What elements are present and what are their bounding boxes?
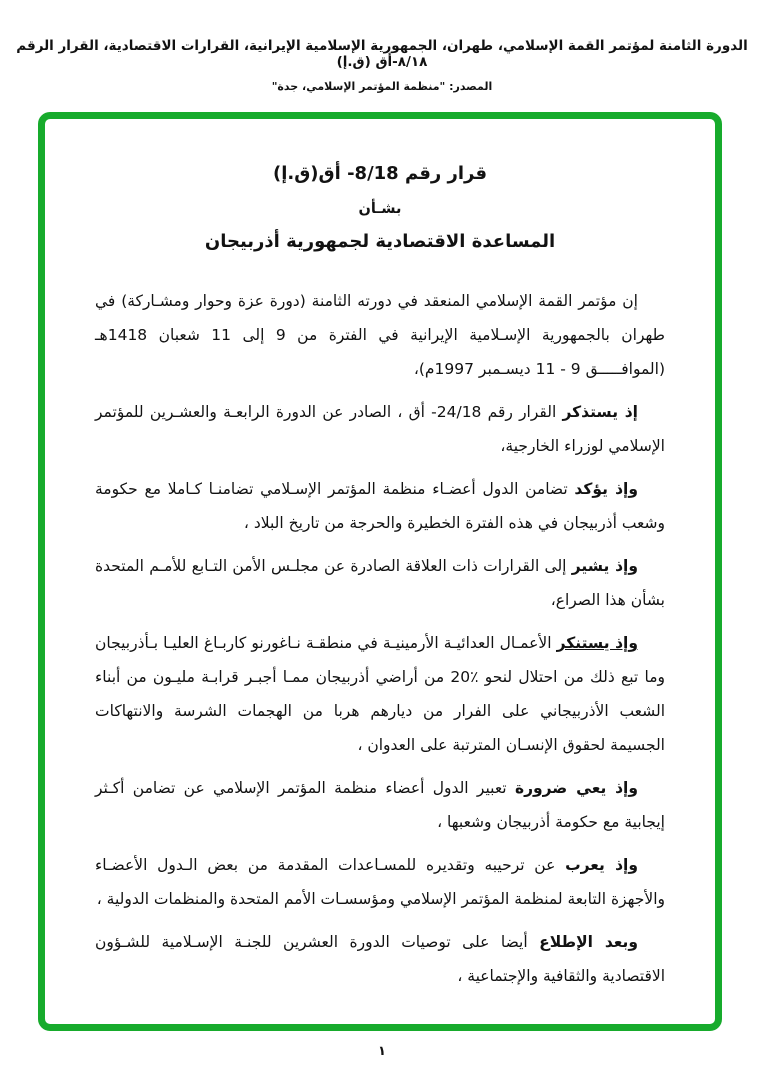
- paragraph-text: تعبير الدول أعضاء منظمة المؤتمر الإسلامي عن تضامن أكـثر إيجابية مع حكومة أذربيجان وشعبها ،: [95, 779, 665, 831]
- resolution-paragraph: [95, 925, 665, 993]
- resolution-regarding-label: بشـأن: [358, 201, 402, 217]
- resolution-paragraph: [95, 626, 665, 762]
- paragraph-lead-phrase: وإذ يشير: [571, 557, 638, 575]
- resolution-paragraph: [95, 284, 665, 386]
- paragraph-text: الأعمـال العدائيـة الأرمينيـة في منطقـة نـاغورنو كاربـاغ العليـا بـأذربيجان وما تبع ذلك من احتلال لنحو ٪20 من أراضي أذربيجان ممـا أجبـر قرابـة مليـون من أبناء الشعب الأذربيجاني على الفرار من ديارهم هربا من الهجمات الشرسة والانتهاكات الجسيمة لحقوق الإنسـان المترتبة على العدوان ،: [95, 634, 665, 754]
- document-header: [0, 38, 764, 93]
- green-document-frame: [38, 112, 722, 1031]
- paragraph-lead-phrase: إذ يستذكر: [562, 403, 638, 421]
- resolution-number: قرار رقم 8/18- أق(ق.إ): [272, 163, 488, 184]
- resolution-paragraph: [95, 549, 665, 617]
- paragraph-text: عن ترحيبه وتقديره للمسـاعدات المقدمة من بعض الـدول الأعضـاء والأجهزة التابعة لمنظمة المؤتمر الإسلامي ومؤسسـات الأمم المتحدة والمنظمات الدولية ،: [95, 856, 665, 908]
- document-content: [45, 119, 715, 993]
- resolution-body: [95, 284, 665, 993]
- paragraph-lead-phrase: وإذ يعرب: [565, 856, 638, 874]
- paragraph-lead-phrase: وبعد الإطلاع: [539, 933, 638, 951]
- paragraph-text: أيضا على توصيات الدورة العشرين للجنـة الإسـلامية للشـؤون الاقتصادية والثقافية والإجتماعية ،: [95, 933, 665, 985]
- resolution-title-block: [95, 163, 665, 252]
- resolution-paragraph: [95, 848, 665, 916]
- paragraph-text: إلى القرارات ذات العلاقة الصادرة عن مجلـس الأمن التـابع للأمـم المتحدة بشأن هذا الصراع،: [95, 557, 665, 609]
- page-number: ١: [378, 1044, 386, 1059]
- resolution-subject: المساعدة الاقتصادية لجمهورية أذربيجان: [204, 231, 556, 252]
- resolution-paragraph: [95, 472, 665, 540]
- paragraph-text: إن مؤتمر القمة الإسلامي المنعقد في دورته الثامنة (دورة عزة وحوار ومشـاركة) في طهران بالجمهورية الإسـلامية الإيرانية في الفترة من 9 إلى 11 شعبان 1418هـ (الموافـــــق 9 - 11 ديسـمبر 1997م)،: [95, 292, 665, 378]
- header-source: المصدر: "منظمة المؤتمر الإسلامي، جدة": [271, 80, 493, 93]
- paragraph-text: القرار رقم 24/18- أق ، الصادر عن الدورة الرابعـة والعشـرين للمؤتمر الإسلامي لوزراء الخارجية،: [95, 403, 665, 455]
- paragraph-text: تضامن الدول أعضـاء منظمة المؤتمر الإسـلامي تضامنـا كـاملا مع حكومة وشعب أذربيجان في هذه الفترة الخطيرة والحرجة من تاريخ البلاد ،: [95, 480, 665, 532]
- resolution-paragraph: [95, 771, 665, 839]
- header-citation: الدورة الثامنة لمؤتمر القمة الإسلامي، طهران، الجمهورية الإسلامية الإيرانية، القرارات الاقتصادية، القرار الرقم ٨/١٨-أق (ق.إ): [16, 38, 748, 70]
- paragraph-lead-phrase: وإذ يؤكد: [574, 480, 638, 498]
- resolution-paragraph: [95, 395, 665, 463]
- paragraph-lead-phrase: وإذ يستنكر: [556, 634, 638, 652]
- paragraph-lead-phrase: وإذ يعي ضرورة: [514, 779, 639, 797]
